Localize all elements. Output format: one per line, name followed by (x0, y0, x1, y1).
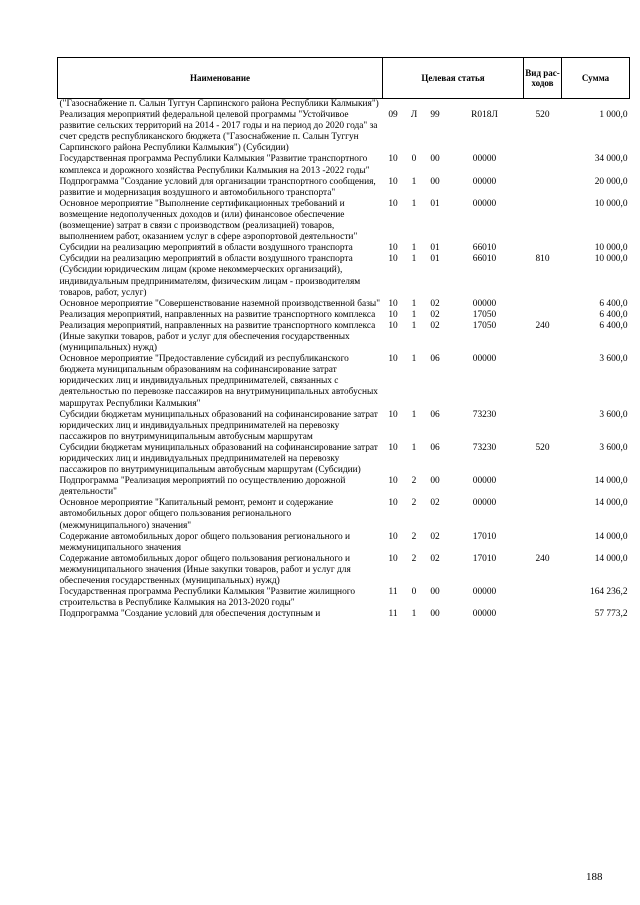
cell-subprogram-code: 2 (411, 476, 417, 487)
cell-program-code: 10 (388, 498, 398, 509)
cell-sum: 10 000,0 (594, 254, 628, 265)
cell-activity-code: 02 (430, 553, 440, 564)
cell-sum: 164 236,2 (590, 587, 628, 598)
cell-activity-code: 02 (430, 498, 440, 509)
cell-subprogram-code (404, 99, 425, 111)
cell-program-code: 10 (388, 531, 398, 542)
cell-program-code (383, 99, 404, 111)
cell-program-code: 10 (388, 298, 398, 309)
cell-activity-code: 02 (430, 298, 440, 309)
table-row (58, 410, 630, 443)
cell-expense-type (524, 154, 562, 176)
cell-program-code: 09 (388, 110, 398, 121)
cell-name: Субсидии бюджетам муниципальных образований на софинансирование затрат юридических лиц и индивидуальных предпринимателей на перевозку пассажиров по внутримуниципальным автобусным маршрутам (59, 409, 378, 442)
cell-sum (562, 99, 630, 111)
cell-sum: 34 000,0 (594, 154, 628, 165)
cell-subprogram-code: 1 (411, 198, 417, 209)
cell-program-code: 10 (388, 553, 398, 564)
cell-activity-code: 02 (430, 531, 440, 542)
table-row (58, 354, 630, 409)
cell-direction-code: 17050 (472, 320, 497, 331)
cell-activity-code: 99 (430, 110, 440, 121)
cell-name: Основное мероприятие "Капитальный ремонт, ремонт и содержание автомобильных дорог общего пользования регионального (межмуниципального) значения" (59, 498, 334, 531)
cell-expense-type (524, 410, 562, 443)
cell-expense-type (524, 498, 562, 531)
cell-subprogram-code: 1 (411, 354, 417, 365)
cell-name: Субсидии бюджетам муниципальных образований на софинансирование затрат юридических лиц и индивидуальных предпринимателей на перевозку пассажиров по внутримуниципальным автобусным маршрутам (Субсидии) (59, 442, 378, 476)
cell-name: Реализация мероприятий, направленных на развитие транспортного комплекса (59, 309, 376, 320)
table-row (58, 254, 630, 298)
cell-expense-type (524, 587, 562, 609)
cell-name: Подпрограмма "Реализация мероприятий по осуществлению дорожной деятельности" (59, 476, 346, 498)
table-row (58, 498, 630, 531)
cell-sum: 6 400,0 (599, 320, 628, 331)
cell-subprogram-code: 1 (411, 243, 417, 254)
table-row (58, 476, 630, 498)
cell-subprogram-code: 0 (411, 154, 417, 165)
cell-program-code: 10 (388, 309, 398, 320)
cell-sum: 14 000,0 (594, 531, 628, 542)
cell-name: Подпрограмма "Создание условий для организации транспортного сообщения, развитие и модернизация воздушного и автомобильного транспорта" (59, 176, 376, 198)
cell-program-code: 10 (388, 320, 398, 331)
cell-expense-type: 240 (535, 553, 550, 564)
cell-subprogram-code: 0 (411, 587, 417, 598)
cell-direction-code: 73230 (472, 442, 497, 453)
cell-direction-code: 17050 (472, 309, 497, 320)
cell-program-code: 10 (388, 442, 398, 453)
cell-expense-type (524, 243, 562, 254)
cell-name: Государственная программа Республики Калмыкия "Развитие жилищного строительства в Республике Калмыкия на 2013-2020 годы" (59, 587, 356, 609)
cell-name: Основное мероприятие "Совершенствование наземной производственной базы" (59, 298, 381, 309)
budget-table (57, 57, 630, 620)
cell-name: Подпрограмма "Создание условий для обеспечения доступным и (59, 609, 321, 620)
table-body (58, 99, 630, 621)
table-row (58, 243, 630, 254)
cell-sum: 3 600,0 (599, 409, 628, 420)
cell-expense-type (524, 532, 562, 554)
cell-program-code: 10 (388, 198, 398, 209)
cell-sum: 1 000,0 (599, 110, 628, 121)
table-row (58, 587, 630, 609)
cell-direction-code: 00000 (472, 298, 497, 309)
cell-activity-code: 00 (430, 476, 440, 487)
cell-direction-code: 00000 (472, 154, 497, 165)
cell-expense-type: 520 (535, 442, 550, 453)
cell-name: Реализация мероприятий, направленных на развитие транспортного комплекса (Иные закупки товаров, работ и услуг для обеспечения государственных (муниципальных) нужд) (59, 320, 376, 354)
cell-direction-code: 00000 (472, 198, 497, 209)
cell-program-code: 10 (388, 176, 398, 187)
table-row (58, 443, 630, 476)
cell-subprogram-code: 1 (411, 298, 417, 309)
cell-program-code: 10 (388, 254, 398, 265)
table-header (58, 58, 630, 99)
cell-expense-type (524, 99, 562, 111)
table-row (58, 554, 630, 587)
cell-sum: 3 600,0 (599, 354, 628, 365)
cell-expense-type: 240 (535, 320, 550, 331)
cell-expense-type (524, 310, 562, 321)
cell-direction-code: 00000 (472, 476, 497, 487)
cell-sum: 3 600,0 (599, 442, 628, 453)
cell-expense-type (524, 199, 562, 243)
cell-sum: 10 000,0 (594, 243, 628, 254)
cell-subprogram-code: 1 (411, 254, 417, 265)
cell-name: Основное мероприятие "Выполнение сертификационных требований и возмещение недополученных доходов и (или) финансовое обеспечение (возмещение) затрат в связи с производством (реализацией) товаров, выполнением работ, оказанием услуг в сфере аэропортовой деятельности" (59, 198, 358, 243)
cell-program-code: 10 (388, 354, 398, 365)
cell-sum: 14 000,0 (594, 476, 628, 487)
header-name: Наименование (58, 58, 383, 99)
table-row (58, 99, 630, 111)
cell-subprogram-code: 1 (411, 176, 417, 187)
cell-sum: 10 000,0 (594, 198, 628, 209)
table-row (58, 199, 630, 243)
cell-activity-code: 00 (430, 587, 440, 598)
cell-activity-code: 02 (430, 320, 440, 331)
cell-sum: 57 773,2 (594, 609, 628, 620)
cell-direction-code: 17010 (472, 553, 497, 564)
cell-subprogram-code: 1 (411, 609, 417, 620)
cell-subprogram-code: 2 (411, 553, 417, 564)
header-expense-type: Вид рас-ходов (524, 58, 562, 99)
cell-activity-code: 00 (430, 154, 440, 165)
table-row (58, 110, 630, 154)
cell-name: Субсидии на реализацию мероприятий в области воздушного транспорта (59, 243, 353, 254)
cell-subprogram-code: 1 (411, 409, 417, 420)
cell-program-code: 10 (388, 409, 398, 420)
cell-activity-code: 06 (430, 409, 440, 420)
header-target-article: Целевая статья (383, 58, 524, 99)
cell-expense-type (524, 177, 562, 199)
table-row (58, 154, 630, 176)
header-sum: Сумма (562, 58, 630, 99)
cell-direction-code (446, 99, 524, 111)
cell-expense-type: 520 (535, 110, 550, 121)
cell-direction-code: 00000 (472, 609, 497, 620)
cell-subprogram-code: Л (410, 110, 418, 121)
cell-program-code: 11 (388, 587, 398, 598)
cell-activity-code: 01 (430, 198, 440, 209)
cell-subprogram-code: 1 (411, 442, 417, 453)
cell-name: ("Газоснабжение п. Салын Туггун Сарпинского района Республики Калмыкия") (59, 99, 379, 109)
table-row (58, 532, 630, 554)
cell-subprogram-code: 1 (411, 309, 417, 320)
cell-activity-code: 00 (430, 176, 440, 187)
cell-direction-code: 00000 (472, 354, 497, 365)
table-row (58, 310, 630, 321)
cell-sum: 6 400,0 (599, 298, 628, 309)
cell-name: Содержание автомобильных дорог общего пользования регионального и межмуниципального значения (Иные закупки товаров, работ и услуг для обеспечения государственных (муниципальных) нужд) (59, 553, 351, 587)
cell-direction-code: 00000 (472, 587, 497, 598)
cell-activity-code: 02 (430, 309, 440, 320)
cell-name: Содержание автомобильных дорог общего пользования регионального и межмуниципального значения (59, 531, 351, 553)
cell-name: Государственная программа Республики Калмыкия "Развитие транспортного комплекса и дорожного хозяйства Республики Калмыкия на 2013 -2022 годы" (59, 154, 370, 176)
cell-activity-code: 01 (430, 254, 440, 265)
cell-program-code: 10 (388, 476, 398, 487)
cell-sum: 6 400,0 (599, 309, 628, 320)
cell-program-code: 11 (388, 609, 398, 620)
table-row (58, 299, 630, 310)
cell-direction-code: 66010 (472, 254, 497, 265)
cell-program-code: 10 (388, 154, 398, 165)
cell-subprogram-code: 1 (411, 320, 417, 331)
cell-name: Реализация мероприятий федеральной целевой программы "Устойчивое развитие сельских территорий на 2014 - 2017 годы и на период до 2020 года" за счет средств республиканского бюджета ("Газоснабжение п. Салын Туггун Сарпинского района Республики Калмыкия") (Субсидии) (59, 110, 378, 154)
table-row (58, 177, 630, 199)
cell-direction-code: 00000 (472, 498, 497, 509)
cell-expense-type: 810 (535, 254, 550, 265)
cell-direction-code: 00000 (472, 176, 497, 187)
cell-subprogram-code: 2 (411, 498, 417, 509)
cell-activity-code: 06 (430, 354, 440, 365)
cell-direction-code: 73230 (472, 409, 497, 420)
cell-name: Субсидии на реализацию мероприятий в области воздушного транспорта (Субсидии юридическим лицам (кроме некоммерческих организаций), индивидуальным предпринимателям, физическим лицам - производителям товаров, работ, услуг) (59, 254, 361, 298)
cell-expense-type (524, 299, 562, 310)
cell-expense-type (524, 354, 562, 409)
cell-name: Основное мероприятие "Предоставление субсидий из республиканского бюджета муниципальным образованиям на софинансирование затрат юридических лиц и индивидуальных предпринимателей, связанных с деятельностью по перевозке пассажиров на внутримуниципальных автобусных маршрутах Республики Калмыкия" (59, 354, 378, 409)
cell-expense-type (524, 476, 562, 498)
cell-sum: 20 000,0 (594, 176, 628, 187)
cell-activity-code: 01 (430, 243, 440, 254)
cell-expense-type (524, 609, 562, 620)
cell-direction-code: 66010 (472, 243, 497, 254)
cell-sum: 14 000,0 (594, 553, 628, 564)
budget-table-page (57, 57, 629, 620)
cell-direction-code: R018Л (471, 110, 498, 121)
cell-activity-code: 06 (430, 442, 440, 453)
page-number: 188 (586, 871, 603, 883)
table-row (58, 321, 630, 354)
cell-subprogram-code: 2 (411, 531, 417, 542)
cell-program-code: 10 (388, 243, 398, 254)
cell-sum: 14 000,0 (594, 498, 628, 509)
cell-activity-code: 00 (430, 609, 440, 620)
table-row (58, 609, 630, 620)
cell-direction-code: 17010 (472, 531, 497, 542)
cell-activity-code (425, 99, 446, 111)
